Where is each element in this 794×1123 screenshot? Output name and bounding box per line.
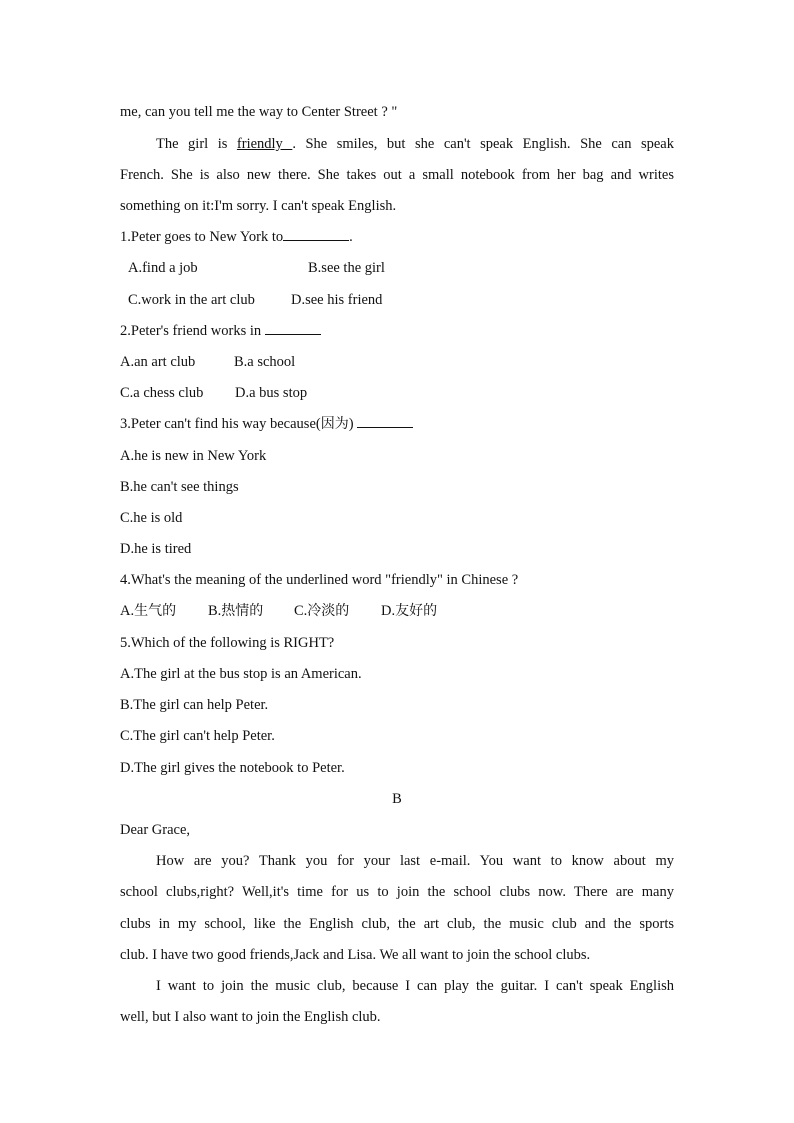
question-text: 2.Peter's friend works in xyxy=(120,323,262,339)
passage-text: The girl is xyxy=(156,136,228,152)
question-1-stem: 1.Peter goes to New York to . xyxy=(120,229,353,245)
option-a[interactable]: A.find a job xyxy=(128,260,198,276)
option-letter: B. xyxy=(208,603,222,619)
question-2-options-row xyxy=(120,352,674,372)
passage-a-line: me, can you tell me the way to Center Street ? " xyxy=(120,104,398,120)
option-text: 友好的 xyxy=(395,603,438,619)
option-d[interactable]: D.he is tired xyxy=(120,541,192,557)
option-d[interactable]: D.see his friend xyxy=(291,292,383,308)
option-text: 生气的 xyxy=(134,603,177,619)
answer-blank[interactable] xyxy=(357,415,413,428)
option-a[interactable]: A.The girl at the bus stop is an American. xyxy=(120,666,362,682)
option-c[interactable] xyxy=(294,601,349,621)
option-c[interactable]: C.he is old xyxy=(120,510,183,526)
option-a[interactable]: A.he is new in New York xyxy=(120,448,267,464)
option-b[interactable] xyxy=(208,601,263,621)
option-c[interactable]: C.a chess club xyxy=(120,385,204,401)
question-3-stem xyxy=(120,414,674,434)
question-5-stem: 5.Which of the following is RIGHT? xyxy=(120,635,335,651)
question-text-cjk: 因为 xyxy=(320,416,349,432)
option-b[interactable]: B.The girl can help Peter. xyxy=(120,697,269,713)
passage-b-heading: B xyxy=(392,791,402,807)
question-2-stem xyxy=(120,321,674,341)
passage-b-line: club. I have two good friends,Jack and Lisa. We all want to join the school clubs. xyxy=(120,947,591,963)
option-c[interactable]: C.work in the art club xyxy=(128,292,255,308)
underlined-word-friendly: friendly xyxy=(236,136,293,152)
option-b[interactable]: B.he can't see things xyxy=(120,479,239,495)
question-2-options-row xyxy=(120,383,674,403)
question-1-options-row xyxy=(120,258,674,278)
question-1-options-row xyxy=(120,290,674,310)
passage-a-line xyxy=(120,134,674,154)
letter-greeting: Dear Grace, xyxy=(120,822,191,838)
option-letter: A. xyxy=(120,603,135,619)
option-a[interactable]: A.an art club xyxy=(120,354,196,370)
option-letter: D. xyxy=(381,603,396,619)
question-text: ) xyxy=(348,416,354,432)
answer-blank[interactable] xyxy=(265,322,321,335)
passage-b-line: school clubs,right? Well,it's time for us to join the school clubs now. There are many xyxy=(120,884,674,900)
passage-b-line: clubs in my school, like the English club, the art club, the music club and the sports xyxy=(120,916,674,932)
option-letter: C. xyxy=(294,603,308,619)
question-text: 1.Peter goes to New York to xyxy=(120,229,284,245)
question-text: 3.Peter can't find his way because( xyxy=(120,416,321,432)
option-d[interactable]: D.a bus stop xyxy=(235,385,308,401)
option-c[interactable]: C.The girl can't help Peter. xyxy=(120,728,275,744)
option-text: 热情的 xyxy=(221,603,264,619)
question-4-options-row xyxy=(120,601,674,621)
option-d[interactable]: D.The girl gives the notebook to Peter. xyxy=(120,760,345,776)
option-text: 冷淡的 xyxy=(307,603,350,619)
option-b[interactable]: B.a school xyxy=(234,354,296,370)
passage-text: . She smiles, but she can't speak English. She can speak xyxy=(292,136,674,152)
passage-a-line: French. She is also new there. She takes out a small notebook from her bag and writes xyxy=(120,167,674,183)
answer-blank[interactable] xyxy=(283,228,349,241)
question-4-stem: 4.What's the meaning of the underlined word "friendly" in Chinese ? xyxy=(120,572,519,588)
option-a[interactable] xyxy=(120,601,176,621)
passage-b-line: How are you? Thank you for your last e-mail. You want to know about my xyxy=(156,853,674,869)
passage-a-line: something on it:I'm sorry. I can't speak English. xyxy=(120,198,397,214)
option-b[interactable]: B.see the girl xyxy=(308,260,385,276)
passage-b-line: I want to join the music club, because I can play the guitar. I can't speak English xyxy=(156,978,674,994)
option-d[interactable] xyxy=(381,601,437,621)
passage-b-line: well, but I also want to join the English club. xyxy=(120,1009,381,1025)
